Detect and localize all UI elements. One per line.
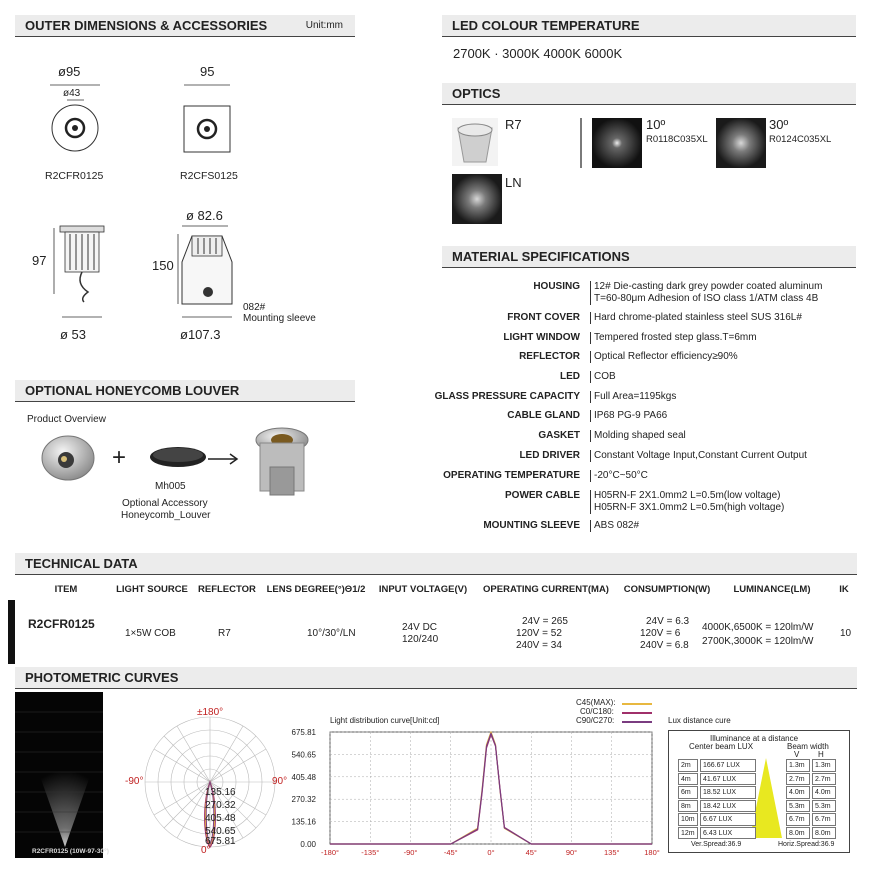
- material-title: [442, 246, 856, 268]
- spec-value-power-cable: [590, 490, 784, 514]
- lux-vspread: Ver.Spread:36.9: [691, 841, 742, 848]
- honeycomb-title: [15, 380, 355, 402]
- optic-r7: R7: [505, 117, 522, 132]
- outer-dimensions-title: [15, 15, 355, 37]
- lux-v-value: 1.3m: [786, 759, 810, 772]
- model-square: R2CFS0125: [180, 170, 238, 182]
- lux-v-value: 2.7m: [786, 773, 810, 786]
- lux-center-value: 18.42 LUX: [700, 800, 756, 813]
- optic-10-code: R0118C035XL: [646, 134, 708, 145]
- lux-distance: 6m: [678, 786, 698, 799]
- y-tick-label: 675.81: [291, 728, 316, 737]
- lux-center-header: Center beam LUX: [689, 742, 754, 751]
- side-view-drawings: [50, 222, 250, 332]
- spec-value-housing-line2: T=60-80μm Adhesion of ISO class 1/ATM class 4B: [594, 293, 819, 304]
- optic-10deg: 10º: [646, 117, 666, 132]
- photometric-title-text: PHOTOMETRIC CURVES: [25, 670, 179, 685]
- y-tick-label: 135.16: [291, 817, 316, 827]
- polar-bottom-label: 0°: [201, 845, 211, 856]
- lux-center-value: 18.52 LUX: [700, 786, 756, 799]
- photometric-title: [15, 667, 857, 689]
- spec-label-housing: HOUSING: [533, 281, 580, 292]
- spec-value-led-driver: Constant Voltage Input,Constant Current Output: [590, 450, 807, 462]
- spec-value-gasket: Molding shaped seal: [590, 430, 686, 442]
- louver-code: Mh005: [155, 481, 186, 492]
- optics-title: [442, 83, 856, 105]
- light-distribution-chart: [280, 722, 660, 862]
- td-consumption-3: 240V = 6.8: [640, 640, 689, 651]
- lux-center-value: 166.67 LUX: [700, 759, 756, 772]
- spec-value-front-cover: Hard chrome-plated stainless steel SUS 316L#: [590, 312, 802, 324]
- td-voltage-1: 24V DC: [402, 622, 438, 633]
- lux-h-value: 2.7m: [812, 773, 836, 786]
- spec-value-housing-line1: 12# Die-casting dark grey powder coated aluminum: [594, 281, 823, 292]
- th-light-source: LIGHT SOURCE: [116, 584, 188, 595]
- sleeve-code: 082#: [243, 302, 266, 313]
- spec-label-reflector: REFLECTOR: [519, 351, 580, 362]
- unit-label: Unit:mm: [305, 20, 343, 31]
- spec-label-glass-pressure: GLASS PRESSURE CAPACITY: [434, 391, 580, 402]
- td-luminance-1: 4000K,6500K = 120lm/W: [702, 622, 814, 633]
- optic-30-code: R0124C035XL: [769, 134, 832, 145]
- legend-c45-line: [622, 703, 652, 705]
- lux-distance: 8m: [678, 800, 698, 813]
- lux-distance: 4m: [678, 773, 698, 786]
- dim-w95: 95: [200, 64, 215, 79]
- beam-photo: [15, 692, 103, 858]
- spec-value-reflector: Optical Reflector efficiency≥90%: [590, 351, 738, 363]
- polar-ring-2: 270.32: [205, 800, 236, 811]
- y-tick-label: 0.00: [300, 840, 316, 849]
- spec-value-mounting-sleeve: ABS 082#: [590, 520, 639, 532]
- y-tick-label: 540.65: [291, 750, 316, 760]
- lux-v-value: 6.7m: [786, 813, 810, 826]
- lux-v-value: 8.0m: [786, 827, 810, 840]
- polar-ring-1: 135.16: [205, 787, 236, 798]
- spec-label-front-cover: FRONT COVER: [507, 312, 580, 323]
- th-operating-current: OPERATING CURRENT(MA): [483, 584, 609, 595]
- legend-c0: C0/C180:: [580, 707, 614, 716]
- colour-temp-values: 2700K · 3000K 4000K 6000K: [453, 46, 623, 61]
- x-tick-label: 180°: [644, 848, 660, 857]
- optics-images: [450, 116, 770, 226]
- th-reflector: REFLECTOR: [198, 584, 256, 595]
- dim-d53: ø 53: [60, 327, 87, 342]
- spec-label-light-window: LIGHT WINDOW: [503, 332, 580, 343]
- th-consumption: CONSUMPTION(W): [623, 584, 711, 595]
- th-lens-degree: LENS DEGREE(°)Θ1/2: [266, 584, 366, 595]
- td-item: R2CFR0125: [28, 617, 95, 631]
- dim-h150: 150: [152, 258, 174, 273]
- th-ik: IK: [839, 584, 849, 595]
- td-ik: 10: [840, 628, 852, 639]
- td-voltage-2: 120/240: [402, 634, 439, 645]
- polar-top-label: ±180°: [197, 707, 224, 718]
- lux-v-value: 4.0m: [786, 786, 810, 799]
- lux-v-header: V: [794, 750, 800, 759]
- lux-distance: 10m: [678, 813, 698, 826]
- spec-label-operating-temp: OPERATING TEMPERATURE: [443, 470, 580, 481]
- y-tick-label: 405.48: [291, 772, 316, 782]
- dim-d95-round: ø95: [58, 64, 81, 79]
- x-tick-label: -90°: [403, 848, 418, 857]
- model-round: R2CFR0125: [45, 170, 104, 182]
- spec-value-housing: [590, 281, 822, 305]
- x-tick-label: -45°: [443, 848, 458, 857]
- polar-right-label: 90°: [272, 776, 288, 787]
- dim-d826: ø 82.6: [186, 208, 223, 223]
- lux-h-header: H: [818, 750, 824, 759]
- td-lens: 10°/30°/LN: [307, 628, 356, 639]
- lux-header: Illuminance at a distance: [710, 734, 799, 743]
- lux-beam-header: Beam width: [787, 742, 829, 751]
- legend-c0-line: [622, 712, 652, 714]
- td-current-3: 240V = 34: [516, 640, 562, 651]
- product-overview-label: Product Overview: [27, 414, 106, 425]
- x-tick-label: 135°: [603, 848, 620, 857]
- material-title-text: MATERIAL SPECIFICATIONS: [452, 249, 630, 264]
- optional-accessory: Optional Accessory: [122, 498, 208, 509]
- polar-left-label: -90°: [125, 776, 144, 787]
- honeycomb-illustration: [40, 425, 340, 500]
- honeycomb-louver: Honeycomb_Louver: [121, 510, 211, 521]
- spec-label-power-cable: POWER CABLE: [505, 490, 580, 501]
- dim-d43: ø43: [63, 88, 81, 99]
- spec-label-gasket: GASKET: [538, 430, 580, 441]
- dim-h97: 97: [32, 253, 47, 268]
- light-dist-title: Light distribution curve[Unit:cd]: [330, 716, 440, 725]
- th-luminance: LUMINANCE(LM): [733, 584, 811, 595]
- optic-ln: LN: [505, 175, 522, 190]
- spec-value-operating-temp: -20°C~50°C: [590, 470, 648, 482]
- lux-h-value: 5.3m: [812, 800, 836, 813]
- legend-c90: C90/C270:: [576, 716, 615, 725]
- x-tick-label: 0°: [487, 848, 495, 857]
- lux-h-value: 1.3m: [812, 759, 836, 772]
- td-consumption-1: 24V = 6.3: [646, 616, 690, 627]
- spec-label-mounting-sleeve: MOUNTING SLEEVE: [483, 520, 580, 531]
- top-view-drawings: [40, 75, 250, 165]
- lux-h-value: 6.7m: [812, 813, 836, 826]
- row-marker: [8, 600, 15, 664]
- polar-ring-4: 540.65: [205, 826, 236, 837]
- y-tick-label: 270.32: [291, 795, 316, 805]
- td-consumption-2: 120V = 6: [640, 628, 681, 639]
- x-tick-label: 90°: [565, 848, 578, 857]
- dim-d1073: ø107.3: [180, 327, 221, 342]
- td-luminance-2: 2700K,3000K = 120lm/W: [702, 636, 814, 647]
- th-item: ITEM: [54, 584, 78, 595]
- sleeve-label: Mounting sleeve: [243, 313, 316, 324]
- spec-value-glass-pressure: Full Area=1195kgs: [590, 391, 676, 403]
- honeycomb-title-text: OPTIONAL HONEYCOMB LOUVER: [25, 383, 240, 398]
- lux-center-value: 6.43 LUX: [700, 827, 756, 840]
- spec-value-led: COB: [590, 371, 616, 383]
- beam-photo-caption: R2CFR0125 (10W-97-30°): [32, 848, 109, 855]
- plus-sign: +: [112, 444, 127, 471]
- td-reflector: R7: [218, 628, 231, 639]
- polar-ring-5: 675.81: [205, 836, 236, 847]
- lux-h-value: 4.0m: [812, 786, 836, 799]
- lux-hspread: Horiz.Spread:36.9: [778, 841, 835, 848]
- lux-h-value: 8.0m: [812, 827, 836, 840]
- spec-value-light-window: Tempered frosted step glass.T=6mm: [590, 332, 757, 344]
- optic-30deg: 30º: [769, 117, 789, 132]
- outer-dimensions-title-text: OUTER DIMENSIONS & ACCESSORIES: [25, 18, 268, 33]
- lux-center-value: 6.67 LUX: [700, 813, 756, 826]
- polar-ring-3: 405.48: [205, 813, 236, 824]
- th-input-voltage: INPUT VOLTAGE(V): [378, 584, 468, 595]
- lux-v-value: 5.3m: [786, 800, 810, 813]
- spec-label-led-driver: LED DRIVER: [519, 450, 580, 461]
- spec-label-cable-gland: CABLE GLAND: [507, 410, 580, 421]
- colour-temp-title-text: LED COLOUR TEMPERATURE: [452, 18, 640, 33]
- lux-title: Lux distance cure: [668, 716, 731, 725]
- technical-title: [15, 553, 857, 575]
- lux-distance: 12m: [678, 827, 698, 840]
- spec-value-cable-gland: IP68 PG-9 PA66: [590, 410, 667, 422]
- x-tick-label: -180°: [320, 848, 340, 857]
- spec-value-power-cable-line2: H05RN-F 3X1.0mm2 L=0.5m(high voltage): [594, 502, 785, 513]
- td-current-2: 120V = 52: [516, 628, 562, 639]
- legend-c45: C45(MAX):: [576, 698, 616, 707]
- technical-title-text: TECHNICAL DATA: [25, 556, 138, 571]
- lux-center-value: 41.67 LUX: [700, 773, 756, 786]
- spec-value-power-cable-line1: H05RN-F 2X1.0mm2 L=0.5m(low voltage): [594, 490, 781, 501]
- td-current-1: 24V = 265: [522, 616, 568, 627]
- optics-title-text: OPTICS: [452, 86, 501, 101]
- td-light-source: 1×5W COB: [125, 628, 176, 639]
- colour-temp-title: [442, 15, 856, 37]
- x-tick-label: 45°: [525, 848, 537, 857]
- lux-distance: 2m: [678, 759, 698, 772]
- spec-label-led: LED: [560, 371, 580, 382]
- x-tick-label: -135°: [361, 848, 380, 857]
